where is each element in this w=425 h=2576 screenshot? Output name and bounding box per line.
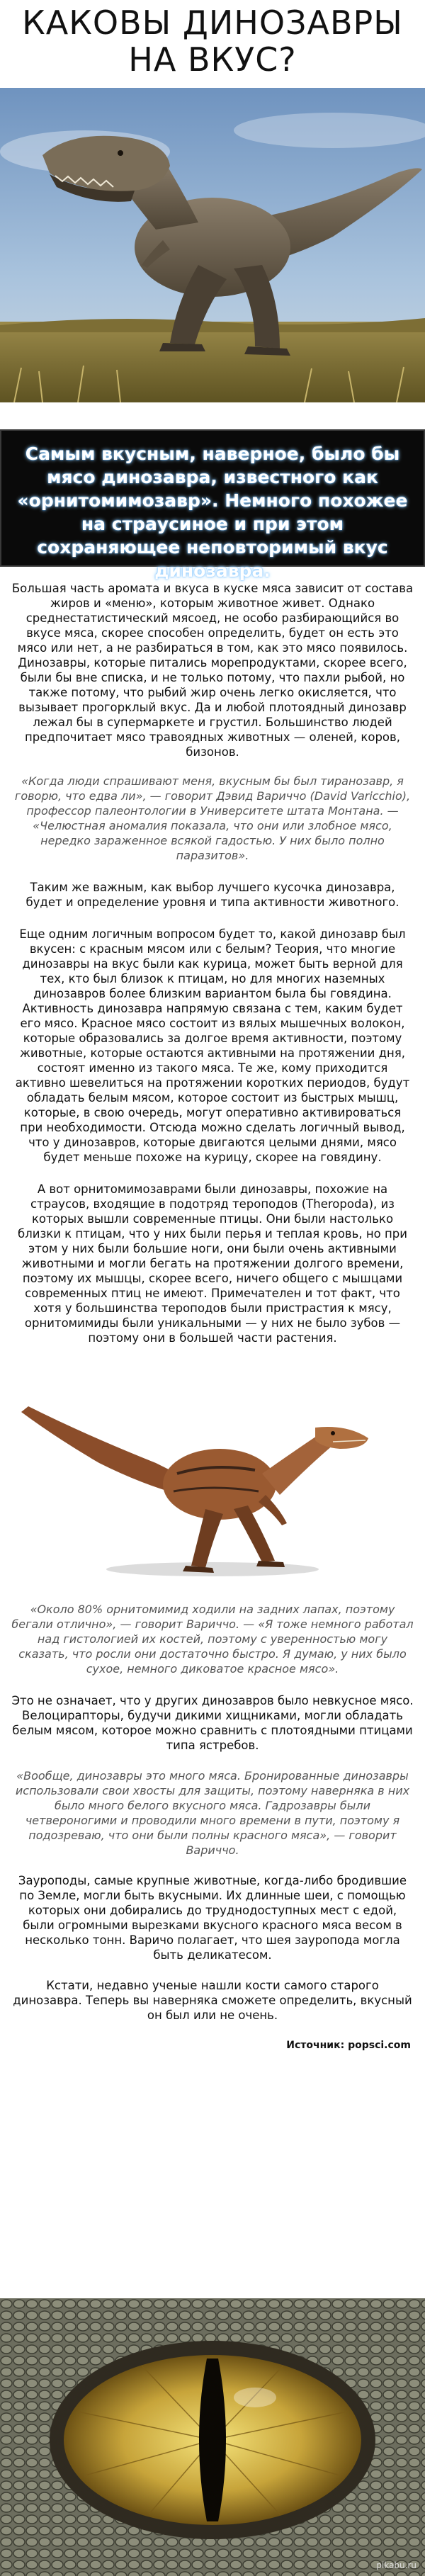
paragraph-5: Это не означает, что у других динозавров было невкусное мясо. Велоцирапторы, будучи дикими хищниками, могли обладать белым мясом, которое можно сравнить с плотоядными птицами типа ястребов. [11, 1694, 414, 1752]
dinosaur-eye-photo [0, 2298, 425, 2576]
paragraph-3: Еще одним логичным вопросом будет то, какой динозавр был вкусен: с красным мясом или с белым? Теория, что многие динозавры на вкус были как курица, может быть верной для тех, кто был близок к птицам, но для многих наземных динозавров более близким вариантом была бы говядина. Активность динозавра напрямую связана с тем, каким будет его мясо. Красное мясо состоит из вялых мышечных волокон, которые образовались за долгое время активности, поэтому животные, которые остаются активными на протяжении дня, состоят именно из такого мяса. Те же, кому приходится активно шевелиться на протяжении коротких периодов, будут обладать белым мясом, которое состоит из быстрых мышц, которые, в свою очередь, могут оперативно активироваться при необходимости. Отсюда можно сделать логичный вывод, что у динозавров, которые двигаются целыми днями, мясо будет меньше похоже на курицу, скорее на говядину. [15, 927, 410, 1164]
source-credit: Источник: popsci.com [286, 2040, 411, 2051]
quote-3: «Вообще, динозавры это много мяса. Бронированные динозавры использовали свои хвосты для защиты, поэтому наверняка в них было много белого вкусного мяса. Гадрозавры были четвероногими и проводили много времени в пути, поэтому я подозреваю, что они были полны красного мяса», — говорит Вариччо. [15, 1769, 410, 1857]
quote-1: «Когда люди спрашивают меня, вкусным бы был тиранозавр, я говорю, что едва ли», — говорит Дэвид Вариччо (David Varicchio), профессор палеонтологии в Университете штата Монтана. — «Челюстная аномалия показала, что они или злобное мясо, нередко зараженное всякой гадостью. У них было полно паразитов». [14, 774, 411, 862]
paragraph-6: Зауроподы, самые крупные животные, когда-либо бродившие по Земле, могли быть вкусными. Их длинные шеи, с помощью которых они добирались до труднодоступных мест с едой, были огромными вырезками вкусного красного мяса весом в несколько тонн. Варичо полагает, что шея зауропода могла быть деликатесом. [18, 1874, 407, 1962]
eye-illustration [0, 2298, 425, 2576]
ornithomimid-figure [0, 1357, 425, 1588]
paragraph-1: Большая часть аромата и вкуса в куске мяса зависит от состава жиров и «меню», которым животное живет. Однако среднестатистический мясоед, не особо разбирающийся во вкусе мяса, скорее способен определить, будет он есть это мясо или нет, а не разбираться в том, как это мясо появилось. Динозавры, которые питались морепродуктами, скорее всего, были бы вне списка, и не только потому, что пахли рыбой, но также потому, что рыбий жир очень легко окисляется, что вызывает прогорклый вкус. Да и любой плотоядный динозавр лежал бы в супермаркете и грустил. Большинство людей предпочитает мясо травоядных животных — оленей, коров, бизонов. [11, 582, 414, 759]
paragraph-2: Таким же важным, как выбор лучшего кусочка динозавра, будет и определение уровня и типа активности животного. [26, 881, 400, 909]
watermark: pikabu.ru [376, 2560, 416, 2570]
trex-illustration [0, 88, 425, 402]
paragraph-7: Кстати, недавно ученые нашли кости самого старого динозавра. Теперь вы наверняка сможете определить, вкусный он был или не очень. [13, 1979, 412, 2022]
ornithomimid-illustration [0, 1357, 425, 1588]
lead-text: Самым вкусным, наверное, было бы мясо динозавра, известного как «орнитомимозавр». Немного похожее на страусиное и при этом сохраняющее неповторимый вкус динозавра. [17, 444, 408, 581]
quote-2: «Около 80% орнитомимид ходили на задних лапах, поэтому бегали отлично», — говорит Вариччо. — «Я тоже немного работал над гистологией их костей, поэтому с уверенностью могу сказать, что росли они достаточно быстро. Я думаю, у них было сухое, немного диковатое красное мясо». [11, 1603, 414, 1676]
trex-photo [0, 88, 425, 402]
page-title: КАКОВЫ ДИНОЗАВРЫ НА ВКУС? [22, 4, 403, 79]
lead-banner [0, 429, 425, 581]
paragraph-4: А вот орнитомимозаврами были динозавры, похожие на страусов, входящие в подотряд тероподов (Theropoda), из которых вышли современные птицы. Они были настолько близки к птицам, что у них были перья и теплая кровь, но при этом у них были большие ноги, они были очень активными животными и могли бегать на протяжении долгого времени, поэтому их мышцы, скорее всего, ничего общего с мышцами современных птиц не имеют. Примечателен и тот факт, что хотя у большинства тероподов были пристрастия к мясу, орнитомимиды были уникальными — у них не было зубов — поэтому они в большей части растения. [18, 1182, 407, 1345]
